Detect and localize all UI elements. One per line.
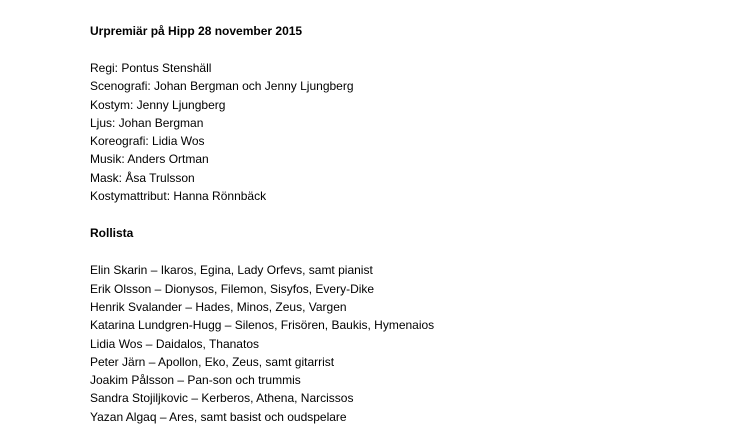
cast-line: Lidia Wos – Daidalos, Thanatos bbox=[90, 336, 259, 351]
document-body bbox=[90, 22, 710, 426]
cast-line: Yazan Algaq – Ares, samt basist och oudspelare bbox=[90, 409, 347, 424]
credit-line: Kostym: Jenny Ljungberg bbox=[90, 97, 226, 112]
credits-list bbox=[90, 59, 710, 205]
cast-line: Henrik Svalander – Hades, Minos, Zeus, Vargen bbox=[90, 299, 347, 314]
spacer bbox=[90, 242, 710, 261]
credit-line: Ljus: Johan Bergman bbox=[90, 115, 204, 130]
credit-line: Kostymattribut: Hanna Rönnbäck bbox=[90, 189, 267, 204]
spacer bbox=[90, 40, 710, 59]
cast-line: Katarina Lundgren-Hugg – Silenos, Frisören, Baukis, Hymenaios bbox=[90, 318, 435, 333]
cast-line: Erik Olsson – Dionysos, Filemon, Sisyfos, Every-Dike bbox=[90, 281, 375, 296]
credit-line: Musik: Anders Ortman bbox=[90, 152, 209, 167]
spacer bbox=[90, 205, 710, 224]
credit-line: Regi: Pontus Stenshäll bbox=[90, 61, 212, 75]
cast-line: Peter Järn – Apollon, Eko, Zeus, samt gitarrist bbox=[90, 354, 335, 369]
credit-line: Scenografi: Johan Bergman och Jenny Ljungberg bbox=[90, 79, 354, 94]
credit-line: Koreografi: Lidia Wos bbox=[90, 134, 205, 149]
premiere-heading: Urpremiär på Hipp 28 november 2015 bbox=[90, 24, 303, 38]
cast-line: Joakim Pålsson – Pan-son och trummis bbox=[90, 373, 301, 388]
cast-line: Elin Skarin – Ikaros, Egina, Lady Orfevs, samt pianist bbox=[90, 263, 373, 278]
cast-line: Sandra Stojiljkovic – Kerberos, Athena, Narcissos bbox=[90, 391, 354, 406]
cast-list bbox=[90, 261, 710, 426]
credit-line: Mask: Åsa Trulsson bbox=[90, 170, 195, 185]
cast-heading: Rollista bbox=[90, 226, 134, 241]
